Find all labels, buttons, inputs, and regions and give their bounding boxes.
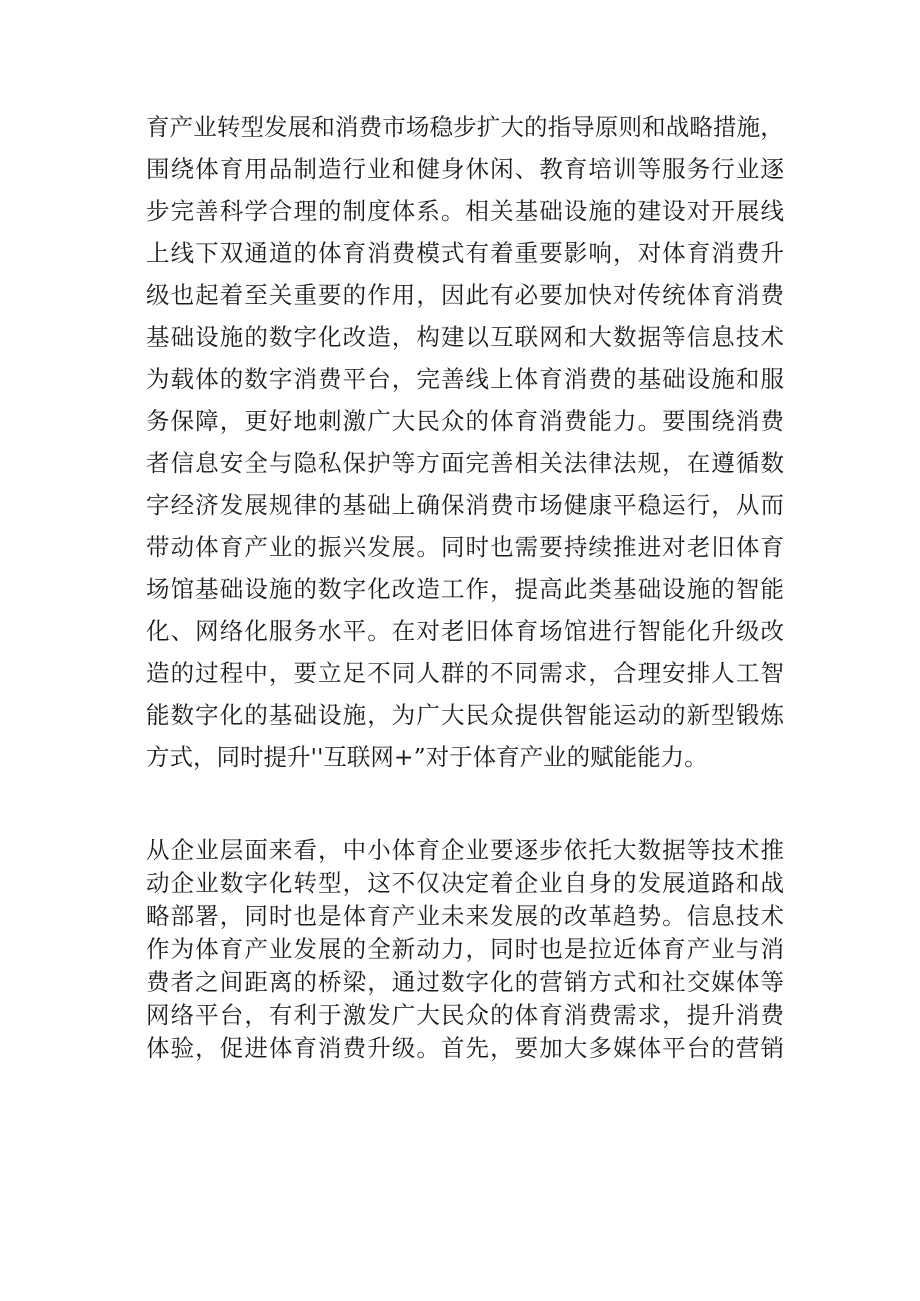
text-line: 级 也 起 着 至 关 重 要 的 作 用 ， 因 此 有 必 要 加 快 对 传 统 体 育 消 费 [146,281,784,309]
text-line: 化 、 网 络 化 服 务 水 平 。 在 对 老 旧 体 育 场 馆 进 行 智 能 化 升 级 改 [146,617,784,645]
text-line: 场 馆 基 础 设 施 的 数 字 化 改 造 工 作 ， 提 高 此 类 基 础 设 施 的 智 能 [146,575,784,603]
text-line: 动 企 业 数 字 化 转 型 ， 这 不 仅 决 定 着 企 业 自 身 的 发 展 道 路 和 战 [146,869,784,897]
text-line: 体 验 ， 促 进 体 育 消 费 升 级 。 首 先 ， 要 加 大 多 媒 体 平 台 的 营 销 [146,1034,784,1062]
text-line: 略 部 署 ， 同 时 也 是 体 育 产 业 未 来 发 展 的 改 革 趋 势 。 信 息 技 术 [146,902,784,930]
text-line: 围 绕 体 育 用 品 制 造 行 业 和 健 身 休 闲 、 教 育 培 训 等 服 务 行 业 逐 [146,155,784,183]
text-line: 上 线 下 双 通 道 的 体 育 消 费 模 式 有 着 重 要 影 响 ， 对 体 育 消 费 升 [146,239,784,267]
text-line: 步 完 善 科 学 合 理 的 制 度 体 系 。 相 关 基 础 设 施 的 建 设 对 开 展 线 [146,197,784,225]
text-line: 方式，同时提升''互联网+”对于体育产业的赋能能力。 [146,743,708,771]
text-line: 带 动 体 育 产 业 的 振 兴 发 展 。 同 时 也 需 要 持 续 推 进 对 老 旧 体 育 [146,533,784,561]
text-line: 网 络 平 台 ， 有 利 于 激 发 广 大 民 众 的 体 育 消 费 需 求 ， 提 升 消 费 [146,1001,784,1029]
text-line: 能 数 字 化 的 基 础 设 施 ， 为 广 大 民 众 提 供 智 能 运 动 的 新 型 锻 炼 [146,701,784,729]
text-line: 作 为 体 育 产 业 发 展 的 全 新 动 力 ， 同 时 也 是 拉 近 体 育 产 业 与 消 [146,935,784,963]
text-line: 字 经 济 发 展 规 律 的 基 础 上 确 保 消 费 市 场 健 康 平 稳 运 行 ， 从 而 [146,491,784,519]
text-line: 为 载 体 的 数 字 消 费 平 台 ， 完 善 线 上 体 育 消 费 的 基 础 设 施 和 服 [146,365,784,393]
text-line: 务 保 障 ， 更 好 地 刺 激 广 大 民 众 的 体 育 消 费 能 力 。 要 围 绕 消 费 [146,407,784,435]
text-line: 基 础 设 施 的 数 字 化 改 造 ， 构 建 以 互 联 网 和 大 数 据 等 信 息 技 术 [146,323,784,351]
text-line: 育 产 业 转 型 发 展 和 消 费 市 场 稳 步 扩 大 的 指 导 原 则 和 战 略 措 施 ， [146,113,784,141]
text-line: 费 者 之 间 距 离 的 桥 梁 ， 通 过 数 字 化 的 营 销 方 式 和 社 交 媒 体 等 [146,968,784,996]
text-line: 从 企 业 层 面 来 看 ， 中 小 体 育 企 业 要 逐 步 依 托 大 数 据 等 技 术 推 [146,836,784,864]
text-line: 造 的 过 程 中 ， 要 立 足 不 同 人 群 的 不 同 需 求 ， 合 理 安 排 人 工 智 [146,659,784,687]
text-line: 者 信 息 安 全 与 隐 私 保 护 等 方 面 完 善 相 关 法 律 法 规 ， 在 遵 循 数 [146,449,784,477]
